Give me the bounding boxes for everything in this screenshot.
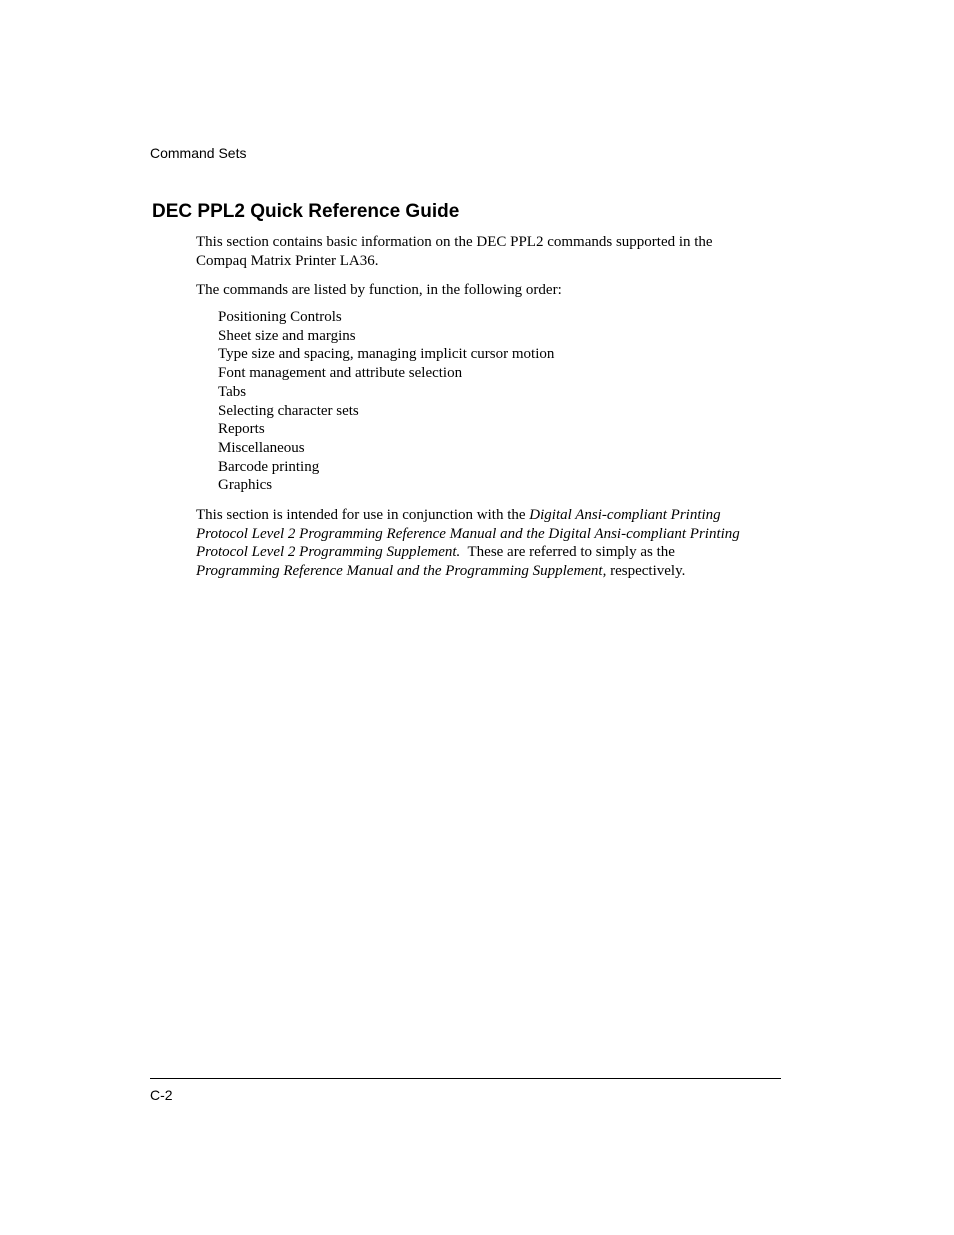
list-item: Font management and attribute selection xyxy=(218,365,463,382)
page-number: C-2 xyxy=(150,1087,173,1103)
list-item: Reports xyxy=(218,421,265,438)
list-item: Graphics xyxy=(218,477,273,494)
usage-line-4 xyxy=(196,562,796,581)
usage-paragraph xyxy=(196,506,796,581)
usage-line-3 xyxy=(196,543,796,562)
list-item: Miscellaneous xyxy=(218,439,305,456)
usage-line-1 xyxy=(196,506,796,525)
list-item: Sheet size and margins xyxy=(218,327,356,344)
short-titles: Programming Reference Manual and the Programming Supplement, xyxy=(196,563,607,580)
intro-line-2: Compaq Matrix Printer LA36. xyxy=(196,252,379,269)
list-item: Tabs xyxy=(218,383,247,400)
usage-line-4-text: respectively. xyxy=(606,563,686,580)
list-item: Type size and spacing, managing implicit cursor motion xyxy=(218,346,555,363)
usage-line-3-text: These are referred to simply as the xyxy=(460,544,675,561)
order-paragraph: The commands are listed by function, in the following order: xyxy=(196,282,562,298)
function-list xyxy=(218,308,554,495)
running-header: Command Sets xyxy=(150,145,247,161)
reference-manual-title: Digital Ansi-compliant Printing xyxy=(529,507,721,523)
list-item: Barcode printing xyxy=(218,458,320,475)
footer-rule xyxy=(150,1078,781,1079)
usage-line-2: Protocol Level 2 Programming Reference Manual and the Digital Ansi-compliant Printing xyxy=(196,525,740,542)
supplement-title: Protocol Level 2 Programming Supplement. xyxy=(196,544,461,561)
usage-line-1-text: This section is intended for use in conjunction with the xyxy=(196,507,530,523)
intro-line-1: This section contains basic information on the DEC PPL2 commands supported in the xyxy=(196,234,713,250)
section-title: DEC PPL2 Quick Reference Guide xyxy=(152,201,460,222)
list-item: Selecting character sets xyxy=(218,402,359,419)
intro-paragraph xyxy=(196,233,796,270)
list-item: Positioning Controls xyxy=(218,309,342,325)
